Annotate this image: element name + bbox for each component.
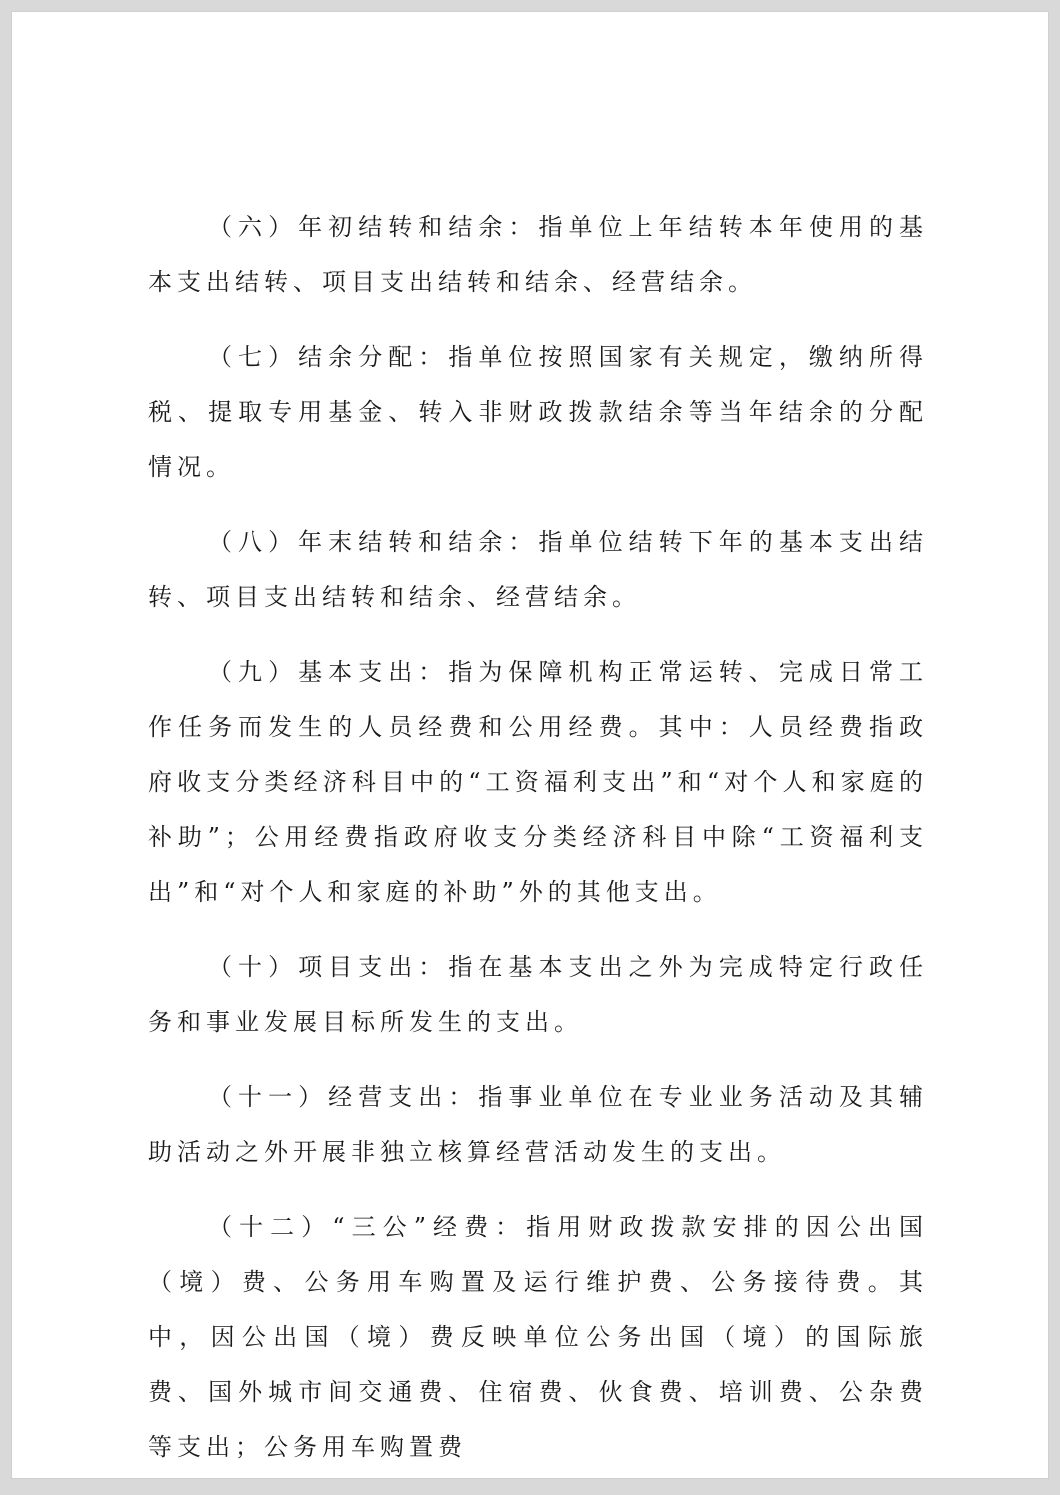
paragraph-10: （十）项目支出：指在基本支出之外为完成特定行政任务和事业发展目标所发生的支出。 — [148, 953, 928, 1036]
document-body — [148, 200, 928, 1495]
paragraph-9: （九）基本支出：指为保障机构正常运转、完成日常工作任务而发生的人员经费和公用经费。其中：人员经费指政府收支分类经济科目中的“工资福利支出”和“对个人和家庭的补助”；公用经费指政府收支分类经济科目中除“工资福利支出”和“对个人和家庭的补助”外的其他支出。 — [148, 658, 928, 906]
paragraph-7: （七）结余分配：指单位按照国家有关规定，缴纳所得税、提取专用基金、转入非财政拨款结余等当年结余的分配情况。 — [148, 343, 928, 481]
paragraph-6: （六）年初结转和结余：指单位上年结转本年使用的基本支出结转、项目支出结转和结余、经营结余。 — [148, 213, 928, 296]
paragraph-12: （十二）“三公”经费：指用财政拨款安排的因公出国（境）费、公务用车购置及运行维护费、公务接待费。其中，因公出国（境）费反映单位公务出国（境）的国际旅费、国外城市间交通费、住宿费、伙食费、培训费、公杂费等支出；公务用车购置费 — [148, 1213, 928, 1461]
paragraph-11: （十一）经营支出：指事业单位在专业业务活动及其辅助活动之外开展非独立核算经营活动发生的支出。 — [148, 1083, 928, 1166]
paragraph-8: （八）年末结转和结余：指单位结转下年的基本支出结转、项目支出结转和结余、经营结余。 — [148, 528, 928, 611]
document-page — [12, 12, 1048, 1478]
